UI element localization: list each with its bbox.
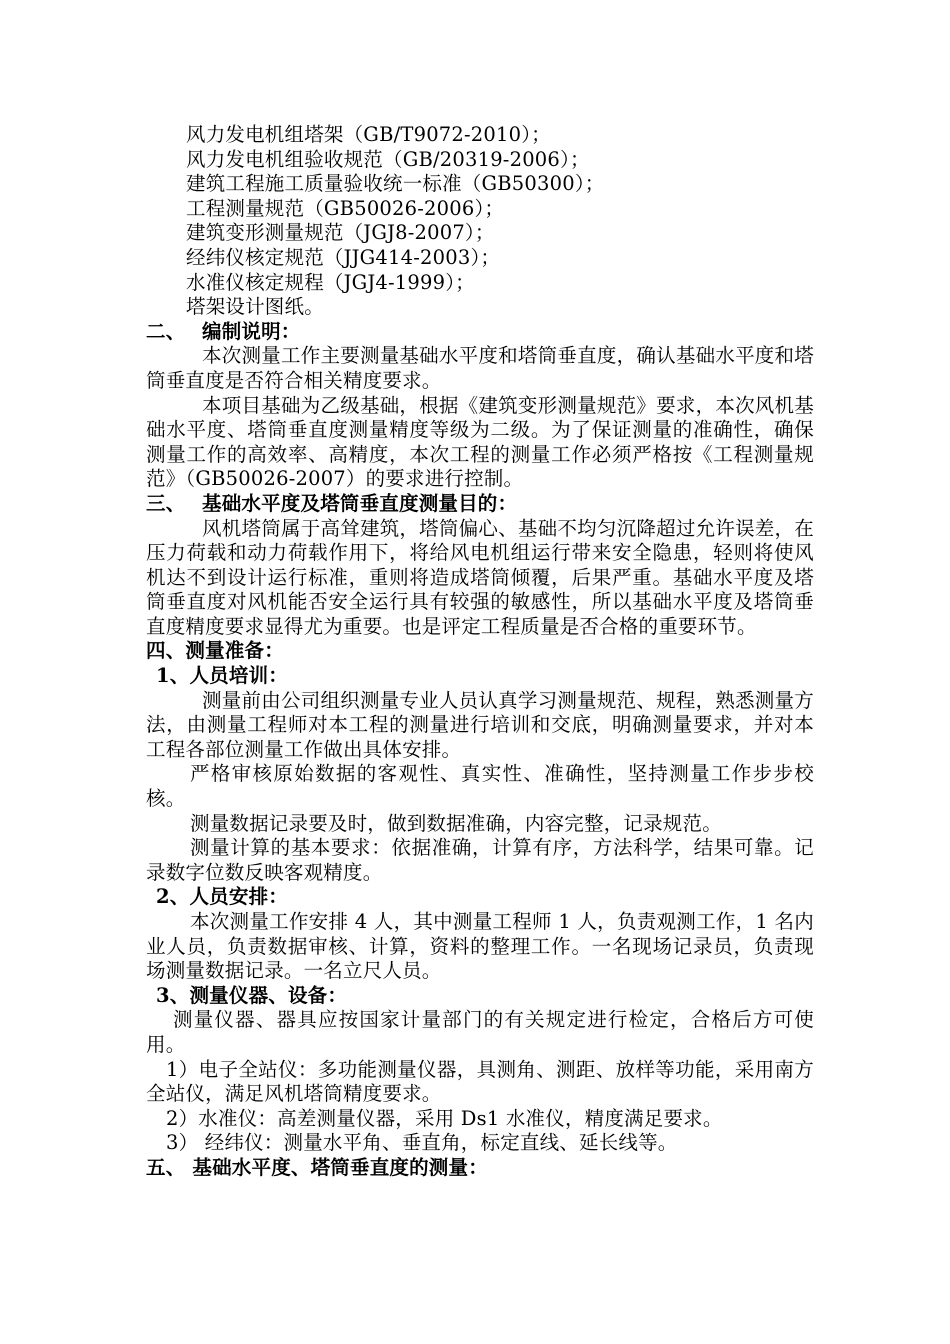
subsection-3-heading: 3、测量仪器、设备： xyxy=(156,983,348,1007)
paragraph: 严格审核原始数据的客观性、真实性、准确性，坚持测量工作步步校核。 xyxy=(146,762,814,811)
reference-item: 塔架设计图纸。 xyxy=(186,295,324,319)
paragraph: 测量数据记录要及时，做到数据准确，内容完整，记录规范。 xyxy=(190,811,722,835)
section-title: 编制说明： xyxy=(202,319,301,343)
paragraph: 风机塔筒属于高耸建筑，塔筒偏心、基础不均匀沉降超过允许误差，在压力荷载和动力荷载作用下，将给风电机组运行带来安全隐患，轻则将使风机达不到设计运行标准，重则将造成塔筒倾覆，后果严重。基础水平度及塔筒垂直度对风机能否安全运行具有较强的敏感性，所以基础水平度及塔筒垂直度精度要求显得尤为重要。也是评定工程质量是否合格的重要环节。 xyxy=(146,516,814,638)
list-item: 1）电子全站仪：多功能测量仪器，具测角、测距、放样等功能，采用南方全站仪，满足风机塔筒精度要求。 xyxy=(146,1057,814,1106)
section-5-heading: 五、 基础水平度、塔筒垂直度的测量： xyxy=(146,1155,488,1179)
reference-item: 工程测量规范（GB50026-2006）； xyxy=(186,196,505,220)
reference-item: 建筑变形测量规范（JGJ8-2007）； xyxy=(186,221,495,245)
section-number: 二、 xyxy=(146,319,186,343)
section-2-heading xyxy=(146,320,814,345)
section-4-heading: 四、测量准备： xyxy=(146,639,284,663)
reference-item: 风力发电机组验收规范（GB/20319-2006）； xyxy=(186,147,590,171)
paragraph: 本项目基础为乙级基础，根据《建筑变形测量规范》要求，本次风机基础水平度、塔筒垂直度测量精度等级为二级。为了保证测量的准确性，确保测量工作的高效率、高精度，本次工程的测量工作必须严格按《工程测量规范》（GB50026-2007）的要求进行控制。 xyxy=(146,393,814,491)
list-item: 2）水准仪：高差测量仪器，采用 Ds1 水准仪，精度满足要求。 xyxy=(166,1106,723,1130)
paragraph: 测量前由公司组织测量专业人员认真学习测量规范、规程，熟悉测量方法，由测量工程师对本工程的测量进行培训和交底，明确测量要求，并对本工程各部位测量工作做出具体安排。 xyxy=(146,688,814,761)
reference-item: 水准仪核定规程（JGJ4-1999）； xyxy=(186,270,475,294)
paragraph: 本次测量工作主要测量基础水平度和塔筒垂直度，确认基础水平度和塔筒垂直度是否符合相关精度要求。 xyxy=(146,344,814,392)
reference-list xyxy=(146,123,814,320)
reference-item: 建筑工程施工质量验收统一标准（GB50300）； xyxy=(186,172,605,196)
section-3-heading xyxy=(146,492,814,517)
paragraph: 测量计算的基本要求：依据准确，计算有序，方法科学，结果可靠。记录数字位数反映客观精度。 xyxy=(146,836,814,884)
section-title: 基础水平度及塔筒垂直度测量目的： xyxy=(202,491,518,515)
paragraph: 测量仪器、器具应按国家计量部门的有关规定进行检定，合格后方可使用。 xyxy=(146,1008,814,1056)
subsection-1-heading: 1、人员培训： xyxy=(156,664,288,688)
section-number: 三、 xyxy=(146,491,186,515)
reference-item: 风力发电机组塔架（GB/T9072-2010）； xyxy=(186,123,551,146)
subsection-2-heading: 2、人员安排： xyxy=(156,885,288,909)
paragraph: 本次测量工作安排 4 人，其中测量工程师 1 人，负责观测工作，1 名内业人员，负责数据审核、计算，资料的整理工作。一名现场记录员，负责现场测量数据记录。一名立尺人员。 xyxy=(146,910,814,983)
reference-item: 经纬仪核定规范（JJG414-2003）； xyxy=(186,245,501,269)
document-body xyxy=(146,123,814,1181)
list-item: 3） 经纬仪：测量水平角、垂直角，标定直线、延长线等。 xyxy=(166,1131,678,1155)
